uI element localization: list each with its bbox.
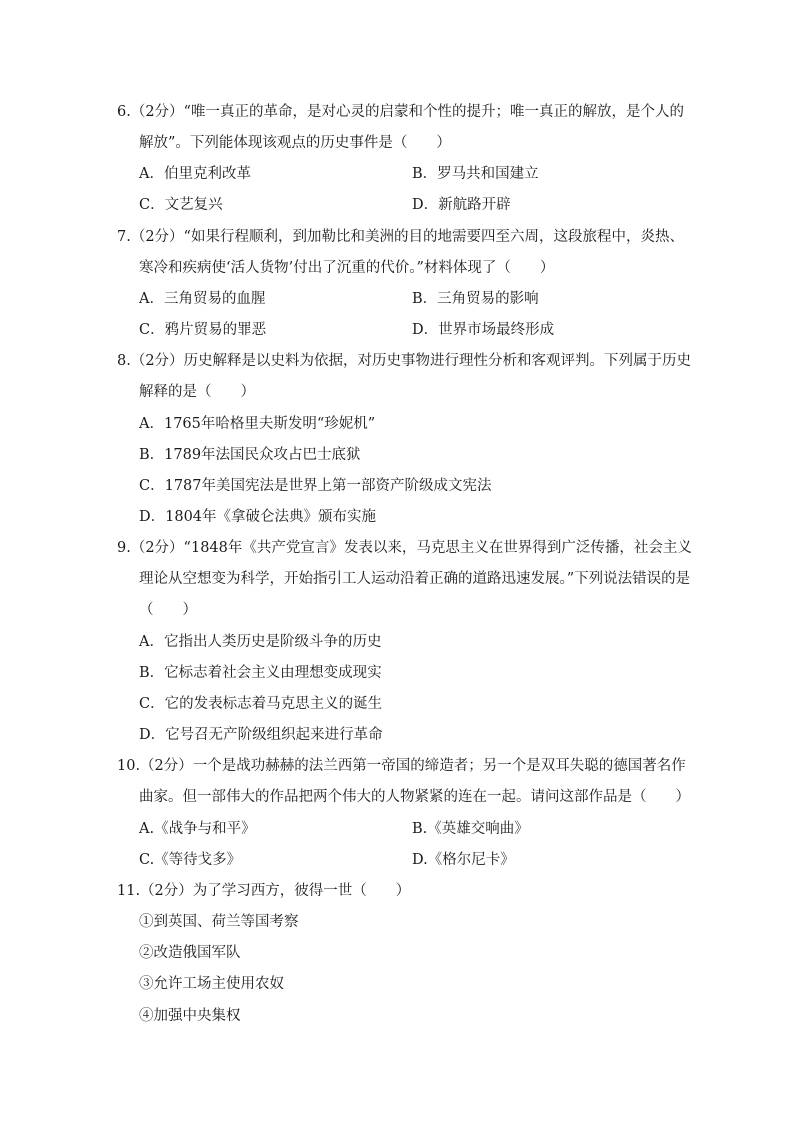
option-c[interactable]: C．鸦片贸易的罪恶 [139, 322, 267, 338]
option-a[interactable]: A．它指出人类历史是阶级斗争的历史 [139, 634, 382, 650]
option-d[interactable]: D．世界市场最终形成 [412, 322, 555, 338]
question-stem-line: 9.（2分）“1848年《共产党宣言》发表以来，马克思主义在世界得到广泛传播，社会主义 [117, 540, 692, 556]
option-d[interactable]: D．它号召无产阶级组织起来进行革命 [139, 727, 383, 743]
question-stem-line: 寒冷和疾病使‘活人货物’付出了沉重的代价。”材料体现了（ ） [139, 260, 555, 276]
question-stem-line: 6.（2分）“唯一真正的革命，是对心灵的启蒙和个性的提升；唯一真正的解放，是个人的 [117, 104, 684, 120]
option-b[interactable]: B．它标志着社会主义由理想变成现实 [139, 665, 382, 681]
option-b[interactable]: B．罗马共和国建立 [412, 166, 539, 182]
option-b[interactable]: B.《英雄交响曲》 [412, 821, 529, 837]
option-b[interactable]: B．三角贸易的影响 [412, 291, 539, 307]
list-item-2: ②改造俄国军队 [139, 945, 241, 961]
question-stem-line: 理论从空想变为科学，开始指引工人运动沿着正确的道路迅速发展。”下列说法错误的是 [139, 571, 691, 587]
option-a[interactable]: A．三角贸易的血腥 [139, 291, 266, 307]
question-stem-line: 10.（2分）一个是战功赫赫的法兰西第一帝国的缔造者；另一个是双耳失聪的德国著名作 [117, 758, 686, 774]
question-stem-line: 解放”。下列能体现该观点的历史事件是（ ） [139, 135, 451, 151]
option-a[interactable]: A．1765年哈格里夫斯发明“珍妮机” [139, 416, 376, 432]
option-d[interactable]: D.《格尔尼卡》 [412, 852, 515, 868]
option-c[interactable]: C．文艺复兴 [139, 197, 223, 213]
option-c[interactable]: C．它的发表标志着马克思主义的诞生 [139, 696, 383, 712]
question-stem-line: （ ） [139, 602, 197, 618]
list-item-4: ④加强中央集权 [139, 1008, 241, 1024]
option-d[interactable]: D．新航路开辟 [412, 197, 511, 213]
question-stem-line: 8.（2分）历史解释是以史料为依据，对历史事物进行理性分析和客观评判。下列属于历史 [117, 353, 692, 369]
option-a[interactable]: A.《战争与和平》 [139, 821, 256, 837]
list-item-1: ①到英国、荷兰等国考察 [139, 914, 299, 930]
list-item-3: ③允许工场主使用农奴 [139, 976, 284, 992]
option-d[interactable]: D．1804年《拿破仑法典》颁布实施 [139, 509, 377, 525]
question-stem-line: 解释的是（ ） [139, 384, 255, 400]
question-stem-line: 曲家。但一部伟大的作品把两个伟大的人物紧紧的连在一起。请问这部作品是（ ） [139, 789, 690, 805]
option-c[interactable]: C.《等待戈多》 [139, 852, 242, 868]
option-a[interactable]: A．伯里克利改革 [139, 166, 251, 182]
question-stem-line: 11.（2分）为了学习西方，彼得一世（ ） [117, 883, 411, 899]
option-b[interactable]: B．1789年法国民众攻占巴士底狱 [139, 447, 361, 463]
question-stem-line: 7.（2分）“如果行程顺利，到加勒比和美洲的目的地需要四至六周，这段旅程中，炎热、 [117, 229, 684, 245]
option-c[interactable]: C．1787年美国宪法是世界上第一部资产阶级成文宪法 [139, 478, 492, 494]
